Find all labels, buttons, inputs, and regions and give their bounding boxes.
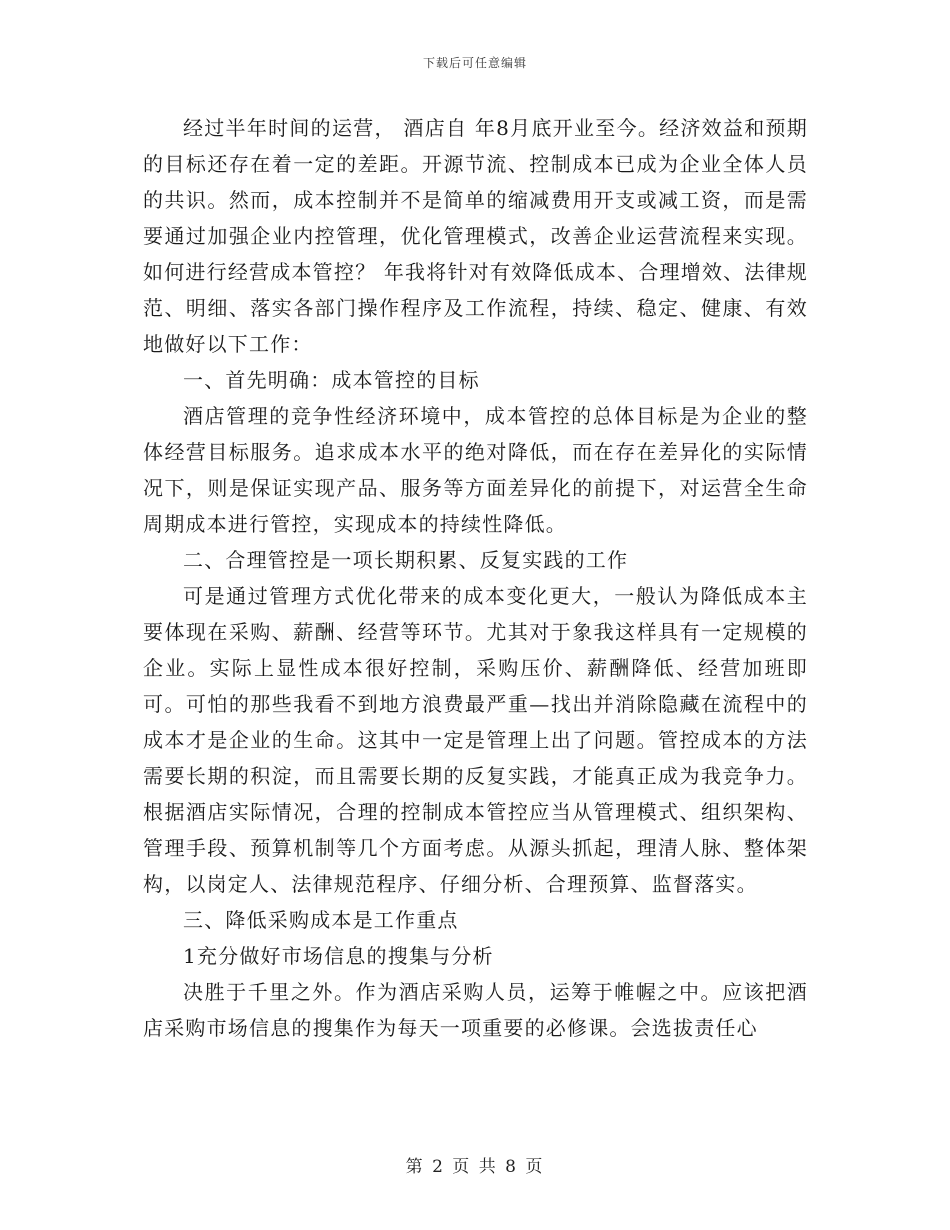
paragraph-cost-goal: 酒店管理的竞争性经济环境中，成本管控的总体目标是为企业的整体经营目标服务。追求成本水平的绝对降低，而在存在差异化的实际情况下，则是保证实现产品、服务等方面差异化的前提下，对运营全生命周期成本进行管控，实现成本的持续性降低。	[143, 404, 808, 536]
page-number: 第 2 页 共 8 页	[405, 1157, 545, 1177]
section-heading-3: 三、降低采购成本是工作重点	[183, 908, 459, 932]
paragraph-long-term-control: 可是通过管理方式优化带来的成本变化更大，一般认为降低成本主要体现在采购、薪酬、经营等环节。尤其对于象我这样具有一定规模的企业。实际上显性成本很好控制，采购压价、薪酬降低、经营加班即可。可怕的那些我看不到地方浪费最严重—找出并消除隐藏在流程中的成本才是企业的生命。这其中一定是管理上出了问题。管控成本的方法需要长期的积淀，而且需要长期的反复实践，才能真正成为我竞争力。根据酒店实际情况，合理的控制成本管控应当从管理模式、组织架构、管理手段、预算机制等几个方面考虑。从源头抓起，理清人脉、整体架构，以岗定人、法律规范程序、仔细分析、合理预算、监督落实。	[143, 584, 808, 896]
section-heading-2: 二、合理管控是一项长期积累、反复实践的工作	[183, 548, 629, 572]
paragraph-market-info: 决胜于千里之外。作为酒店采购人员，运筹于帷幄之中。应该把酒店采购市场信息的搜集作为每天一项重要的必修课。会选拔责任心	[143, 980, 808, 1040]
document-body	[143, 110, 808, 1046]
paragraph-intro: 经过半年时间的运营， 酒店自 年8月底开业至今。经济效益和预期的目标还存在着一定的差距。开源节流、控制成本已成为企业全体人员的共识。然而，成本控制并不是简单的缩减费用开支或减工资，而是需要通过加强企业内控管理，优化管理模式，改善企业运营流程来实现。如何进行经营成本管控？ 年我将针对有效降低成本、合理增效、法律规范、明细、落实各部门操作程序及工作流程，持续、稳定、健康、有效地做好以下工作：	[143, 116, 808, 356]
page-header-note: 下载后可任意编辑	[422, 56, 527, 70]
section-heading-1: 一、首先明确：成本管控的目标	[183, 368, 480, 392]
subsection-heading-1: 1充分做好市场信息的搜集与分析	[183, 944, 494, 968]
